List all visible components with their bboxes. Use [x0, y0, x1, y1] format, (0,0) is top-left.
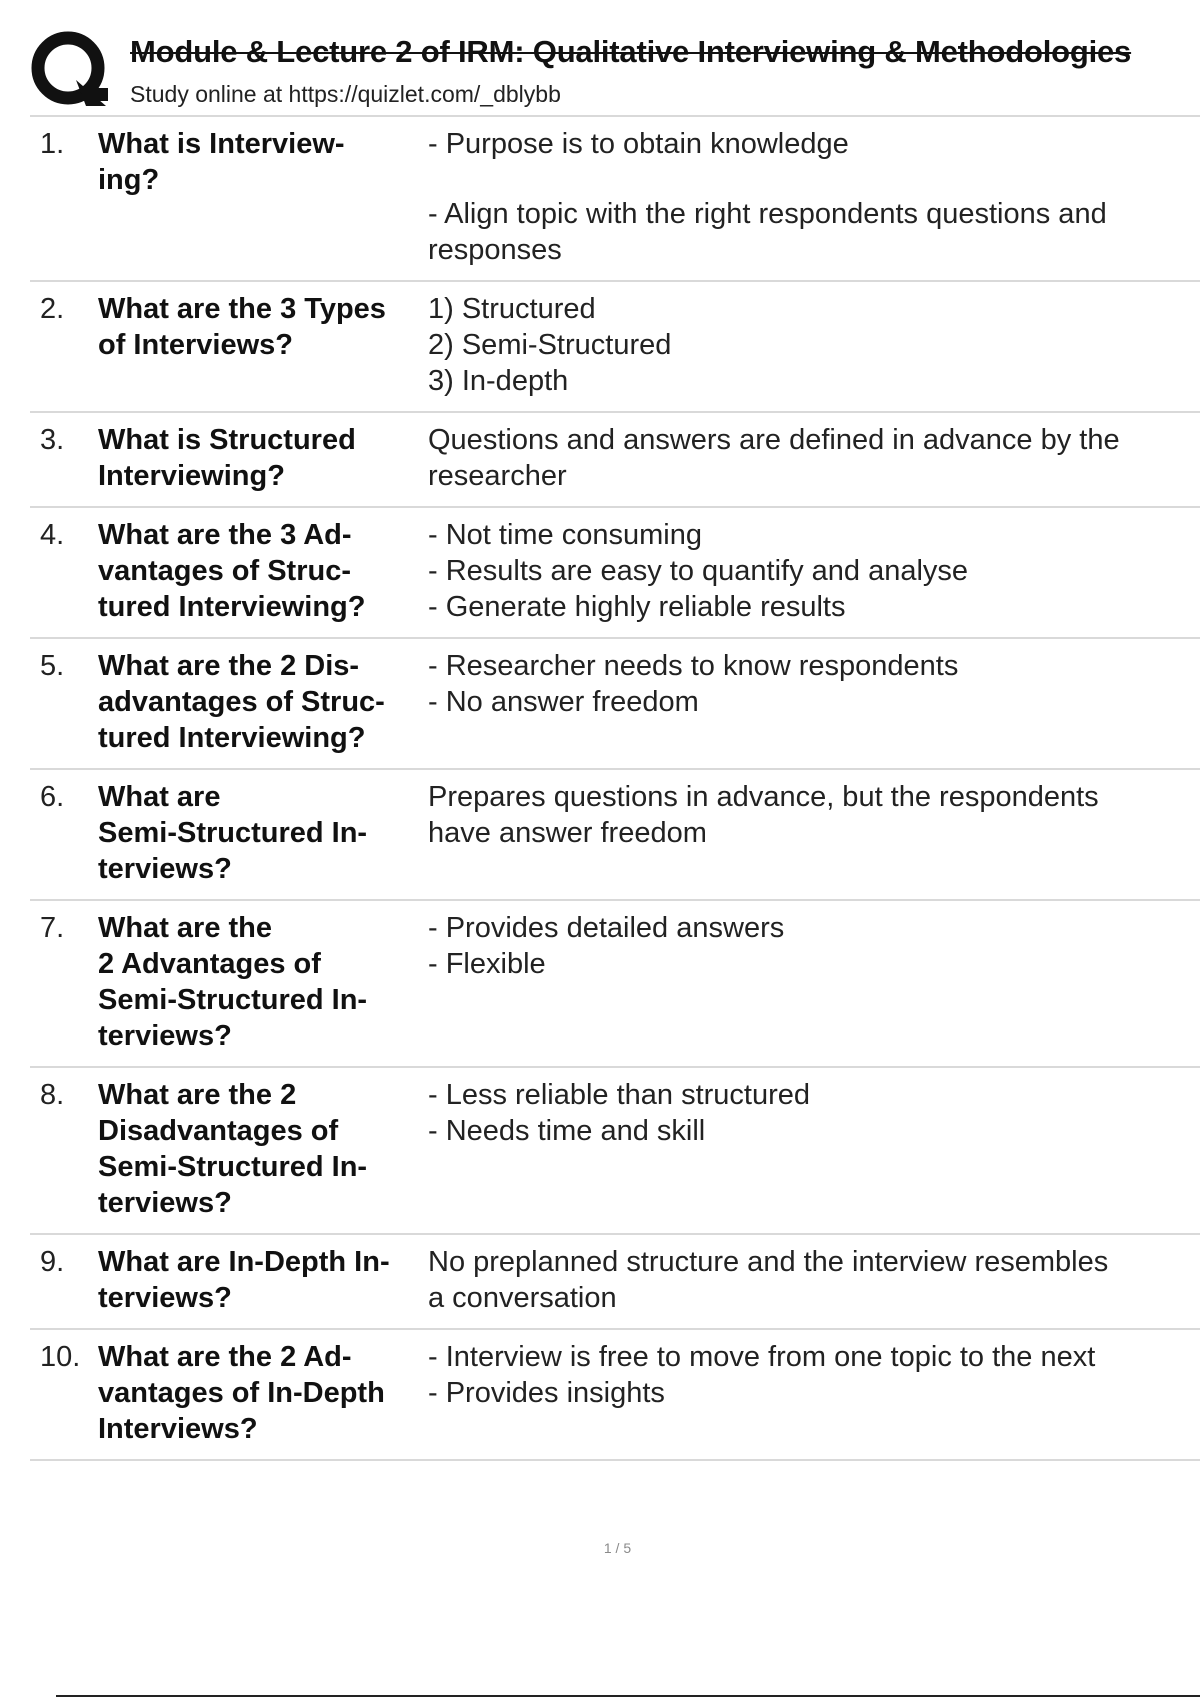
card-definition: [428, 517, 1200, 625]
document-header: [30, 26, 1200, 116]
definition-line: - Interview is free to move from one topic to the next: [428, 1341, 1096, 1373]
card-definition: [428, 910, 1200, 1054]
bottom-divider: [56, 1695, 1200, 1697]
term-line: 2 Advantages of: [98, 948, 321, 980]
definition-line: researcher: [428, 460, 567, 492]
card-number: 1.: [40, 128, 65, 160]
quizlet-logo-icon: [30, 30, 110, 110]
document-title: Module & Lecture 2 of IRM: Qualitative Interviewing & Methodologies: [130, 34, 1132, 69]
definition-line: have answer freedom: [428, 817, 707, 849]
flashcard-row: [30, 770, 1200, 901]
definition-line: - Not time consuming: [428, 519, 702, 551]
definition-line: Prepares questions in advance, but the respondents: [428, 781, 1099, 813]
definition-line: 1) Structured: [428, 293, 596, 325]
flashcard-row: [30, 639, 1200, 770]
term-line: What are the 2: [98, 1079, 297, 1111]
flashcard-row: [30, 413, 1200, 508]
term-line: Semi-Structured In-: [98, 1151, 368, 1183]
term-line: What are the 2 Dis-: [98, 650, 360, 682]
term-line: ing?: [98, 164, 160, 196]
term-line: tured Interviewing?: [98, 722, 366, 754]
term-line: of Interviews?: [98, 329, 293, 361]
term-line: Disadvantages of: [98, 1115, 339, 1147]
definition-paragraph: [428, 1244, 1200, 1316]
flashcard-row: [30, 1330, 1200, 1461]
card-number: 2.: [40, 293, 65, 325]
definition-paragraph: [428, 422, 1200, 494]
definition-paragraph: [428, 779, 1200, 851]
flashcard-row: [30, 508, 1200, 639]
term-line: vantages of In-Depth: [98, 1377, 385, 1409]
definition-line: - Researcher needs to know respondents: [428, 650, 959, 682]
flashcard-row: [30, 1235, 1200, 1330]
card-definition: [428, 1077, 1200, 1221]
card-definition: [428, 291, 1200, 399]
card-definition: [428, 779, 1200, 887]
definition-line: - Flexible: [428, 948, 546, 980]
term-line: Semi-Structured In-: [98, 984, 368, 1016]
term-line: What are: [98, 781, 221, 813]
definition-line: - No answer freedom: [428, 686, 699, 718]
study-online-link[interactable]: Study online at https://quizlet.com/_dblybb: [130, 81, 561, 107]
flashcard-row: [30, 1068, 1200, 1235]
card-term: [98, 517, 428, 625]
page-number: 1 / 5: [603, 1540, 632, 1556]
definition-paragraph: [428, 648, 1200, 720]
definition-paragraph: [428, 910, 1200, 982]
term-line: tured Interviewing?: [98, 591, 366, 623]
term-line: What is Interview-: [98, 128, 345, 160]
definition-line: 3) In-depth: [428, 365, 569, 397]
card-term: [98, 910, 428, 1054]
term-line: terviews?: [98, 853, 232, 885]
flashcard-row: [30, 901, 1200, 1068]
definition-line: - Purpose is to obtain knowledge: [428, 128, 849, 160]
term-line: advantages of Struc-: [98, 686, 385, 718]
term-line: terviews?: [98, 1020, 232, 1052]
definition-line: No preplanned structure and the interview resembles: [428, 1246, 1109, 1278]
card-term: [98, 422, 428, 494]
card-definition: [428, 126, 1200, 268]
definition-line: - Provides detailed answers: [428, 912, 785, 944]
definition-line: responses: [428, 234, 562, 266]
term-line: What are the: [98, 912, 273, 944]
term-line: What are the 2 Ad-: [98, 1341, 352, 1373]
term-line: vantages of Struc-: [98, 555, 351, 587]
card-term: [98, 1339, 428, 1447]
term-line: What are In-Depth In-: [98, 1246, 390, 1278]
card-term: [98, 291, 428, 399]
card-definition: [428, 422, 1200, 494]
card-definition: [428, 648, 1200, 756]
definition-line: Questions and answers are defined in advance by the: [428, 424, 1120, 456]
definition-paragraph: [428, 1077, 1200, 1149]
definition-line: - Align topic with the right respondents questions and: [428, 198, 1107, 230]
definition-paragraph: [428, 196, 1200, 268]
card-term: [98, 648, 428, 756]
card-term: [98, 126, 428, 268]
card-number: 5.: [40, 650, 65, 682]
term-line: What are the 3 Types: [98, 293, 386, 325]
term-line: Interviews?: [98, 1413, 258, 1445]
card-definition: [428, 1339, 1200, 1447]
definition-paragraph: [428, 291, 1200, 399]
term-line: terviews?: [98, 1282, 232, 1314]
term-line: Semi-Structured In-: [98, 817, 368, 849]
definition-line: - Less reliable than structured: [428, 1079, 811, 1111]
card-number: 7.: [40, 912, 65, 944]
flashcard-list: [30, 117, 1200, 1461]
card-term: [98, 1244, 428, 1316]
definition-line: - Needs time and skill: [428, 1115, 706, 1147]
card-term: [98, 779, 428, 887]
definition-paragraph: [428, 126, 1200, 162]
card-number: 6.: [40, 781, 65, 813]
definition-line: - Results are easy to quantify and analyse: [428, 555, 969, 587]
card-number: 4.: [40, 519, 65, 551]
card-term: [98, 1077, 428, 1221]
card-number: 10.: [40, 1341, 81, 1373]
definition-line: - Generate highly reliable results: [428, 591, 846, 623]
card-definition: [428, 1244, 1200, 1316]
flashcard-row: [30, 282, 1200, 413]
term-line: terviews?: [98, 1187, 232, 1219]
definition-paragraph: [428, 1339, 1200, 1411]
card-number: 3.: [40, 424, 65, 456]
term-line: Interviewing?: [98, 460, 285, 492]
definition-line: - Provides insights: [428, 1377, 665, 1409]
term-line: What are the 3 Ad-: [98, 519, 352, 551]
definition-paragraph: [428, 517, 1200, 625]
definition-line: a conversation: [428, 1282, 617, 1314]
flashcard-row: [30, 117, 1200, 282]
definition-line: 2) Semi-Structured: [428, 329, 672, 361]
term-line: What is Structured: [98, 424, 356, 456]
card-number: 8.: [40, 1079, 65, 1111]
card-number: 9.: [40, 1246, 65, 1278]
